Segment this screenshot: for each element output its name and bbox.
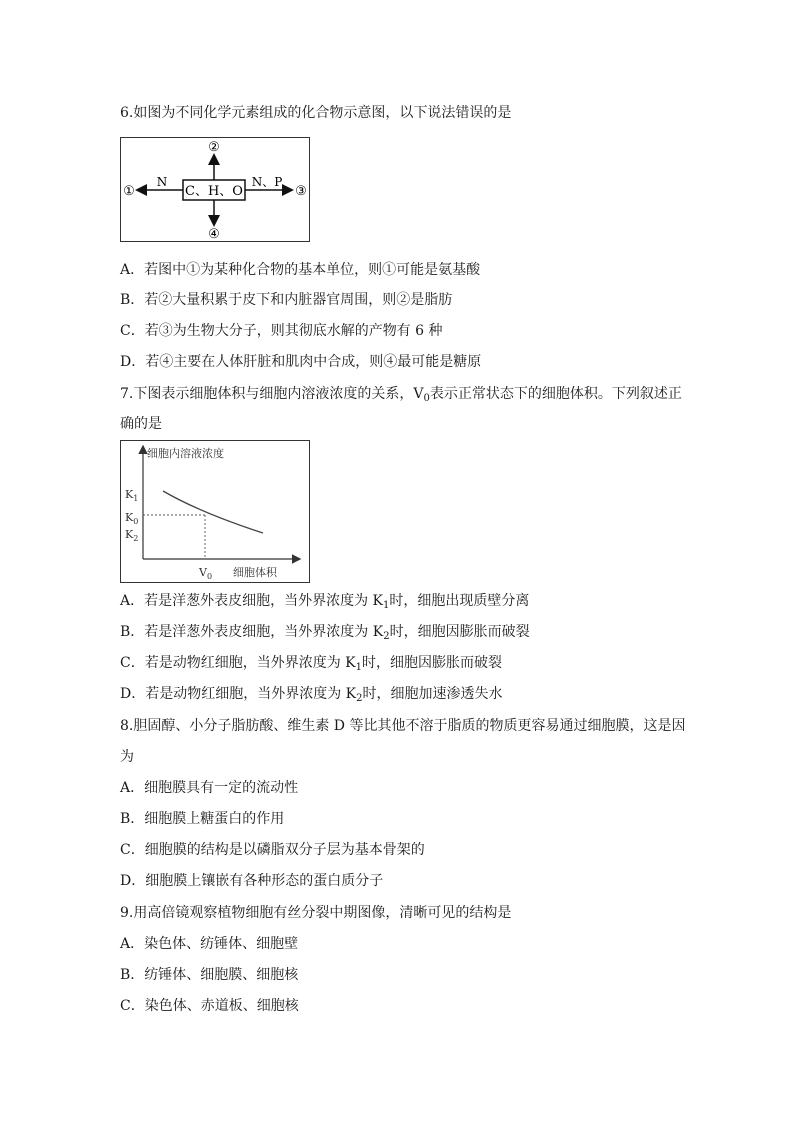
q8-stem-line1: 8.胆固醇、小分子脂肪酸、维生素 D 等比其他不溶于脂质的物质更容易通过细胞膜，这是因 [120, 718, 686, 734]
q8-option-b: B．细胞膜上糖蛋白的作用 [120, 811, 285, 827]
q7-stem-line2: 确的是 [120, 416, 162, 432]
q7-stem-line1 [120, 384, 682, 404]
q6-option-a: A．若图中①为某种化合物的基本单位，则①可能是氨基酸 [120, 262, 481, 278]
q8-option-a: A．细胞膜具有一定的流动性 [120, 780, 299, 796]
label-n3: ③ [295, 184, 307, 199]
q7-option-c: C．若是动物红细胞，当外界浓度为 $K_1$时，细胞因膨胀而破裂 [120, 655, 502, 673]
y-axis-title: 细胞内溶液浓度 [147, 447, 224, 460]
q6-figure [120, 137, 310, 242]
q8-stem-line2: 为 [120, 749, 134, 765]
k1-label: $K_1$ [125, 488, 139, 503]
label-n2: ② [208, 140, 220, 155]
q7-figure [120, 440, 310, 583]
q9-stem: 9.用高倍镜观察植物细胞有丝分裂中期图像，清晰可见的结构是 [120, 905, 512, 921]
x-axis-title: 细胞体积 [233, 566, 277, 579]
q8-option-d: D．细胞膜上镶嵌有各种形态的蛋白质分子 [120, 873, 384, 889]
q8-option-c: C．细胞膜的结构是以磷脂双分子层为基本骨架的 [120, 842, 425, 858]
q7-option-b: B．若是洋葱外表皮细胞，当外界浓度为 $K_2$时，细胞因膨胀而破裂 [120, 624, 530, 642]
q6-option-d: D．若④主要在人体肝脏和肌肉中合成，则④最可能是糖原 [120, 354, 482, 370]
k0-label: $K_0$ [125, 511, 139, 526]
q6-option-b: B．若②大量积累于皮下和内脏器官周围，则②是脂肪 [120, 292, 453, 308]
label-n1: ① [123, 184, 135, 199]
q9-option-c: C．染色体、赤道板、细胞核 [120, 998, 299, 1014]
left-element: N [156, 175, 168, 189]
v0-label: $V_0$ [199, 566, 213, 581]
concentration-curve [163, 491, 263, 533]
q7-chart [121, 441, 309, 582]
q6-option-c: C．若③为生物大分子，则其彻底水解的产物有 6 种 [120, 323, 443, 339]
q6-stem: 6.如图为不同化学元素组成的化合物示意图，以下说法错误的是 [120, 105, 512, 121]
q7-option-d: D．若是动物红细胞，当外界浓度为 $K_2$时，细胞加速渗透失水 [120, 686, 503, 704]
right-element: N、P [251, 175, 283, 189]
q7-stem-part1: 7.下图表示细胞体积与细胞内溶液浓度的关系，V [120, 386, 424, 402]
label-n4: ④ [208, 227, 220, 241]
k2-label: $K_2$ [125, 528, 139, 543]
q7-option-a: A．若是洋葱外表皮细胞，当外界浓度为 $K_1$时，细胞出现质壁分离 [120, 593, 530, 611]
q9-option-a: A．染色体、纺锤体、细胞壁 [120, 936, 299, 952]
q6-diagram [121, 138, 309, 241]
q7-stem-sub: 0 [423, 393, 430, 404]
q9-option-b: B．纺锤体、细胞膜、细胞核 [120, 967, 299, 983]
q7-stem-part2: 表示正常状态下的细胞体积。下列叙述正 [429, 386, 682, 402]
center-label: C、H、O [185, 184, 243, 199]
